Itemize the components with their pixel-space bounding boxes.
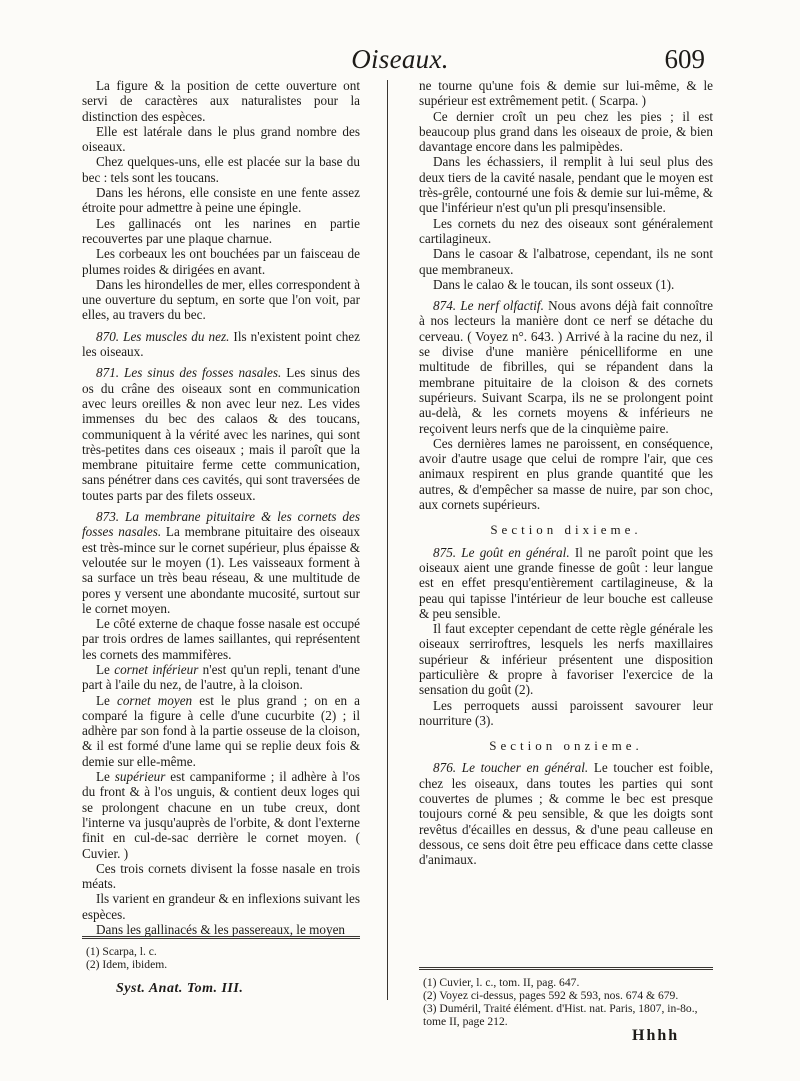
paragraph: Dans les échassiers, il remplit à lui seul plus des deux tiers de la cavité nasale, pendant que le moyen est très-grêle, contourné une fois & demie sur lui-même, & que l'inférieur n'est qu'un pli presqu'insensible. — [419, 154, 713, 216]
term: cornet moyen — [116, 692, 193, 708]
term: cornet inférieur — [114, 661, 199, 677]
left-column — [82, 78, 360, 937]
footnote: (1) Cuvier, l. c., tom. II, pag. 647. — [423, 976, 580, 989]
page-header — [0, 44, 800, 74]
paragraph — [82, 662, 360, 693]
article-body: La membrane pituitaire des oiseaux est très-mince sur le cornet supérieur, plus épaisse & veloutée sur le moyen (1). Les vaisseaux forment à sa surface un très beau réseau, & une multitude de pores y versent une abondante mucosité, surtout sur le cornet moyen. — [82, 524, 360, 616]
footnote: (2) Idem, ibidem. — [86, 958, 168, 971]
article-body: Les sinus des os du crâne des oiseaux sont en communication avec leurs oreilles & non avec leur nez. Les vides immenses du bec des calaos & des toucans, communiquent à la vérité avec les narines, qui sont très-petites dans ces oiseaux ; mais il paroît que la membrane pituitaire ferme cette communication, sans pénétrer dans ces cavités, qui sont traversées de toutes parts par des filets osseux. — [82, 365, 360, 503]
footnote-rule — [82, 936, 360, 939]
section-heading: Section onzieme. — [489, 738, 643, 754]
paragraph: Les corbeaux les ont bouchées par un faisceau de plumes roides & dirigées en avant. — [82, 246, 360, 277]
article-heading: 873. La membrane pituitaire & les cornets des fosses nasales. — [82, 509, 360, 540]
article-body: Le toucher est foible, chez les oiseaux, dans toutes les parties qui sont couvertes de plumes ; & comme le bec est presque toujours corné & peu sensible, & que les doigts sont revêtus d'écailles en dessus, & d'une peau calleuse en dessous, ce sens doit être peu efficace dans cette classe d'animaux. — [419, 760, 713, 868]
article-870 — [82, 329, 360, 360]
paragraph: Les gallinacés ont les narines en partie recouvertes par une plaque charnue. — [82, 215, 360, 246]
article-876 — [419, 760, 713, 867]
signature-mark: Hhhh — [632, 1027, 680, 1044]
paragraph: Dans les hirondelles de mer, elles correspondent à une ouverture du septum, en sorte que l'on voit, par elles, au travers du bec. — [82, 276, 360, 323]
footnote: (3) Duméril, Traité élément. d'Hist. nat. Paris, 1807, in-8o., tome II, page 212. — [423, 1002, 698, 1028]
text-run: Le — [96, 769, 115, 785]
article-body: Nous avons déjà fait connoître à nos lecteurs la manière dont ce nerf se détache du cerveau. ( Voyez n°. 643. ) Arrivé à la racine du nez, il se divise d'une manière pénicelliforme en une multitude de fibrilles, qui se répandent dans la membrane pituitaire de la cloison & des cornets supérieurs. Suivant Scarpa, ils ne se prolongent point au-delà, & les cornets moyens & inférieurs ne reçoivent leurs nerfs que de la cinquième paire. — [419, 298, 713, 436]
paragraph: ne tourne qu'une fois & demie sur lui-même, & le supérieur est extrêmement petit. ( Scarpa. ) — [419, 78, 713, 109]
article-871 — [82, 365, 360, 503]
article-body: Ils n'existent point chez les oiseaux. — [82, 328, 360, 360]
paragraph: Dans les hérons, elle consiste en une fente assez étroite pour admettre à peine une épingle. — [82, 185, 360, 216]
paragraph: Dans les gallinacés & les passereaux, le moyen — [96, 922, 346, 938]
text-run: est campaniforme ; il adhère à l'os du front & à l'os unguis, & contient deux loges qui se prolongent chacune en un tube creux, dont l'interne va jusqu'auprès de l'orbite, & dont l'externe finit en cul-de-sac derrière le cornet moyen. ( Cuvier. ) — [82, 769, 360, 861]
footnote: (1) Scarpa, l. c. — [86, 945, 157, 958]
article-heading: 874. Le nerf olfactif. — [433, 298, 544, 314]
paragraph: Ces trois cornets divisent la fosse nasale en trois méats. — [82, 860, 360, 892]
article-heading: 876. Le toucher en général. — [433, 760, 589, 776]
paragraph: Chez quelques-uns, elle est placée sur la base du bec : tels sont les toucans. — [82, 154, 360, 185]
paragraph: Il faut excepter cependant de cette règle générale les oiseaux serriroftres, lesquels les nerfs maxillaires supérieur & inférieur présentent une disposition particulière & propre à favoriser l'exercice de la sensation du goût (2). — [419, 621, 713, 698]
article-873 — [82, 509, 360, 616]
footnote: (2) Voyez ci-dessus, pages 592 & 593, nos. 674 & 679. — [423, 989, 679, 1002]
article-heading: 871. Les sinus des fosses nasales. — [96, 365, 282, 381]
page-number: 609 — [664, 44, 705, 74]
paragraph — [82, 769, 360, 861]
right-column — [419, 78, 713, 868]
paragraph: Le côté externe de chaque fosse nasale est occupé par trois ordres de lames saillantes, qui représentent les cornets des mammifères. — [82, 616, 360, 662]
section-heading: Section dixieme. — [490, 522, 642, 538]
text-run: Le — [96, 692, 117, 708]
term: supérieur — [114, 769, 166, 785]
paragraph: Ce dernier croît un peu chez les pies ; il est beaucoup plus grand dans les oiseaux de proie, & bien davantage encore dans les palmipèdes. — [419, 108, 713, 155]
paragraph: La figure & la position de cette ouverture ont servi de caractères aux naturalistes pour la distinction des espèces. — [82, 78, 360, 124]
footnote-rule — [419, 967, 713, 970]
paragraph: Dans le casoar & l'albatrose, cependant, ils ne sont que membraneux. — [419, 246, 713, 277]
volume-title: Syst. Anat. Tom. III. — [116, 981, 244, 996]
paragraph — [82, 693, 360, 769]
paragraph: Ils varient en grandeur & en inflexions suivant les espèces. — [82, 891, 360, 922]
text-run: Le — [96, 661, 115, 677]
text-run: est le plus grand ; on en a comparé la figure à celle d'une cucurbite (2) ; il adhère par son fond à la partie osseuse de la cloison, & il est formé d'une lame qui se replie deux fois & demie sur elle-même. — [82, 692, 360, 769]
column-divider — [387, 80, 388, 1000]
running-title: Oiseaux. — [351, 44, 449, 74]
paragraph: Ces dernières lames ne paroissent, en conséquence, avoir d'autre usage que celui de rompre l'air, que ces animaux respirent en plus grande quantité que les autres, & d'empêcher sa masse de nuire, par son choc, aux cornets supérieurs. — [419, 435, 713, 513]
article-body: Il ne paroît point que les oiseaux aient une grande finesse de goût : leur langue est en effet presqu'entièrement cartilagineuse, & la peau qui tapisse l'intérieur de leur bouche est calleuse & peu sensible. — [419, 544, 713, 621]
left-footnotes — [82, 936, 360, 971]
article-874 — [419, 298, 713, 436]
paragraph: Dans le calao & le toucan, ils sont osseux (1). — [433, 276, 675, 292]
paragraph: Les cornets du nez des oiseaux sont généralement cartilagineux. — [419, 215, 713, 246]
text-run: n'est qu'un repli, tenant d'une part à l'aile du nez, de l'autre, à la cloison. — [82, 661, 360, 693]
paragraph: Elle est latérale dans le plus grand nombre des oiseaux. — [82, 123, 360, 155]
paragraph: Les perroquets aussi paroissent savourer leur nourriture (3). — [419, 697, 713, 728]
article-heading: 870. Les muscles du nez. — [96, 328, 230, 344]
article-heading: 875. Le goût en général. — [433, 544, 570, 560]
right-footnotes — [419, 967, 713, 1028]
article-875 — [419, 545, 713, 621]
